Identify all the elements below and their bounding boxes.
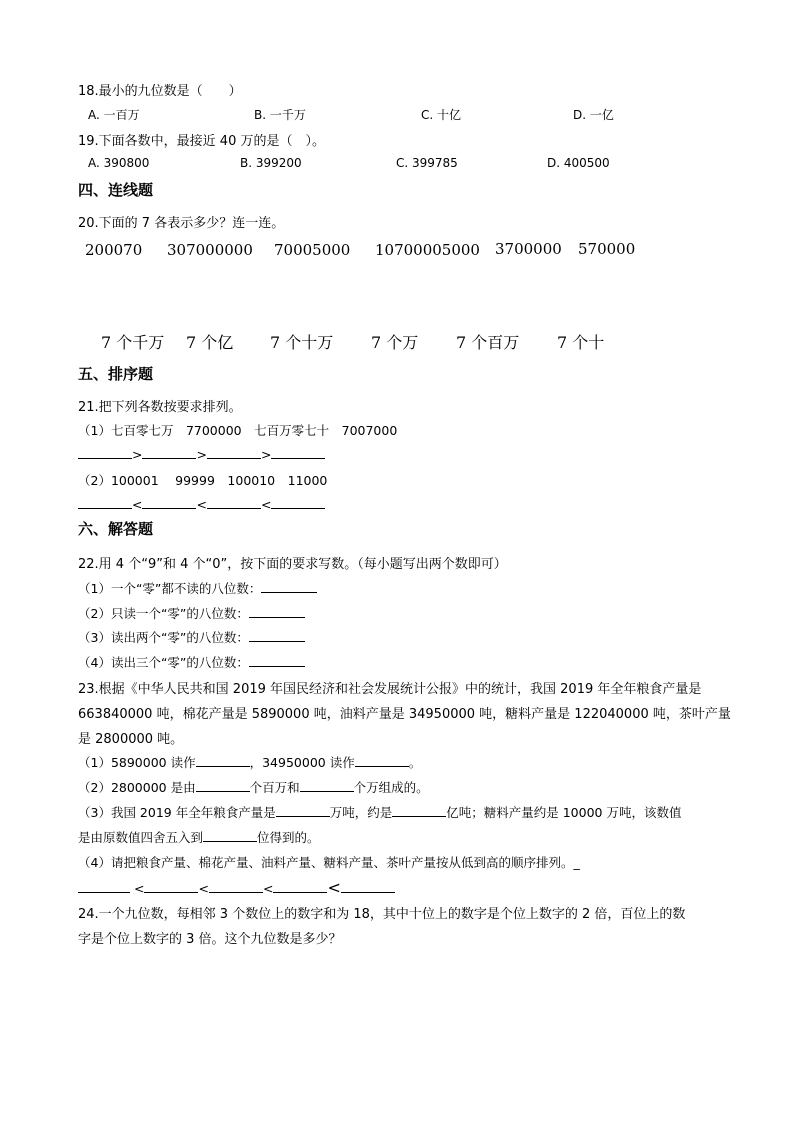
q20-number: 70005000 [274,241,351,259]
lt-sign: < [327,878,341,897]
q22-item [78,628,305,646]
q20-unit: 7 个百万 [456,333,520,352]
lt-sign: < [198,881,209,896]
q20-stem: 20.下面的 7 各表示多少？连一连。 [78,216,285,231]
answer-blank[interactable] [276,804,330,817]
answer-blank[interactable] [207,496,261,509]
q23-text: 663840000 吨，棉花产量是 5890000 吨，油料产量是 34950000 吨，糖料产量是 122040000 吨，茶叶产量 [78,707,731,722]
answer-blank[interactable] [273,880,327,893]
q22-item [78,604,305,622]
q20-unit: 7 个十 [557,333,605,352]
answer-blank[interactable] [249,629,305,642]
answer-blank[interactable] [142,496,196,509]
q23-sub4-answer [78,878,395,897]
answer-blank[interactable] [341,880,395,893]
text: 亿吨；糖料产量约是 10000 万吨，该数值 [446,805,682,820]
answer-blank[interactable] [271,496,325,509]
q23-text: 23.根据《中华人民共和国 2019 年国民经济和社会发展统计公报》中的统计，我国 2019 年全年粮食产量是 [78,682,702,697]
q22-item [78,653,305,671]
q19-option-d: D. 400500 [547,156,610,170]
text: 个万组成的。 [353,780,429,795]
q20-number: 307000000 [167,241,253,259]
answer-blank[interactable] [355,754,409,767]
q21-part1: （1）七百零七万 7700000 七百万零七十 7007000 [78,423,398,438]
q22-item-text: （4）读出三个“零”的八位数： [78,655,249,670]
q19-option-c: C. 399785 [396,156,458,170]
text: 万吨，约是 [329,805,393,820]
q18-option-d: D. 一亿 [573,108,614,122]
q18-option-a: A. 一百万 [88,108,140,122]
answer-blank[interactable] [78,880,130,893]
q22-item-text: （1）一个“零”都不读的八位数： [78,581,262,596]
lt-sign: < [132,497,143,512]
q24-text: 24.一个九位数，每相邻 3 个数位上的数字和为 18，其中十位上的数字是个位上数字的 2 倍，百位上的数 [78,907,686,922]
answer-blank[interactable] [78,446,132,459]
q21-part2: （2）100001 99999 100010 11000 [78,473,328,488]
q20-unit: 7 个万 [371,333,419,352]
text: 。 [408,755,422,770]
gt-sign: > [260,447,272,462]
q20-unit: 7 个十万 [270,333,334,352]
q21-part2-answer [78,496,325,512]
text: （1）5890000 读作 [78,755,196,770]
q18-option-c: C. 十亿 [421,108,462,122]
gt-sign: > [196,447,207,462]
answer-blank[interactable] [207,446,261,459]
q21-part1-answer [78,446,325,462]
answer-blank[interactable] [261,580,317,593]
q22-stem: 22.用 4 个“9”和 4 个“0”，按下面的要求写数。（每小题写出两个数即可） [78,557,507,572]
section-heading-solve: 六、解答题 [78,520,154,538]
q23-text: 是 2800000 吨。 [78,732,184,747]
q19-option-a: A. 390800 [88,156,150,170]
answer-blank[interactable] [249,654,305,667]
q21-stem: 21.把下列各数按要求排列。 [78,400,242,415]
lt-sign: < [133,881,145,896]
q22-item-text: （3）读出两个“零”的八位数： [78,630,249,645]
answer-blank[interactable] [209,880,263,893]
gt-sign: > [132,447,143,462]
answer-blank[interactable] [196,754,250,767]
q23-sub1 [78,753,421,771]
answer-blank[interactable] [203,829,257,842]
q19-option-b: B. 399200 [240,156,302,170]
text: 位得到的。 [257,830,320,845]
lt-sign: < [196,497,207,512]
answer-blank[interactable] [249,605,305,618]
q23-sub4: （4）请把粮食产量、棉花产量、油料产量、糖料产量、茶叶产量按从低到高的顺序排列。_ [78,855,580,870]
q19-stem: 19.下面各数中，最接近 40 万的是（ ）。 [78,134,325,149]
q24-text: 字是个位上数字的 3 倍。这个九位数是多少？ [78,932,342,947]
answer-blank[interactable] [271,446,325,459]
text: （2）2800000 是由 [78,780,196,795]
lt-sign: < [262,881,274,896]
answer-blank[interactable] [142,446,196,459]
q18-option-b: B. 一千万 [254,108,306,122]
lt-sign: < [260,497,272,512]
answer-blank[interactable] [392,804,446,817]
text: 个百万和 [249,780,300,795]
q20-unit: 7 个亿 [186,333,234,352]
q18-stem: 18.最小的九位数是（ ） [78,84,242,99]
answer-blank[interactable] [300,779,354,792]
text: ，34950000 读作 [249,755,355,770]
q23-sub2 [78,778,429,796]
q20-number: 200070 [85,241,143,259]
q23-sub3-cont [78,828,320,846]
q23-sub3 [78,803,681,821]
q20-number: 570000 [578,240,636,258]
q20-unit: 7 个千万 [101,333,165,352]
q22-item [78,579,317,597]
q22-item-text: （2）只读一个“零”的八位数： [78,606,249,621]
q20-number: 3700000 [495,240,562,258]
section-heading-ordering: 五、排序题 [78,365,154,383]
section-heading-matching: 四、连线题 [78,181,154,199]
text: （3）我国 2019 年全年粮食产量是 [78,805,276,820]
answer-blank[interactable] [78,496,132,509]
text: 是由原数值四舍五入到 [78,830,204,845]
q20-number: 10700005000 [375,241,480,259]
answer-blank[interactable] [196,779,250,792]
answer-blank[interactable] [144,880,198,893]
